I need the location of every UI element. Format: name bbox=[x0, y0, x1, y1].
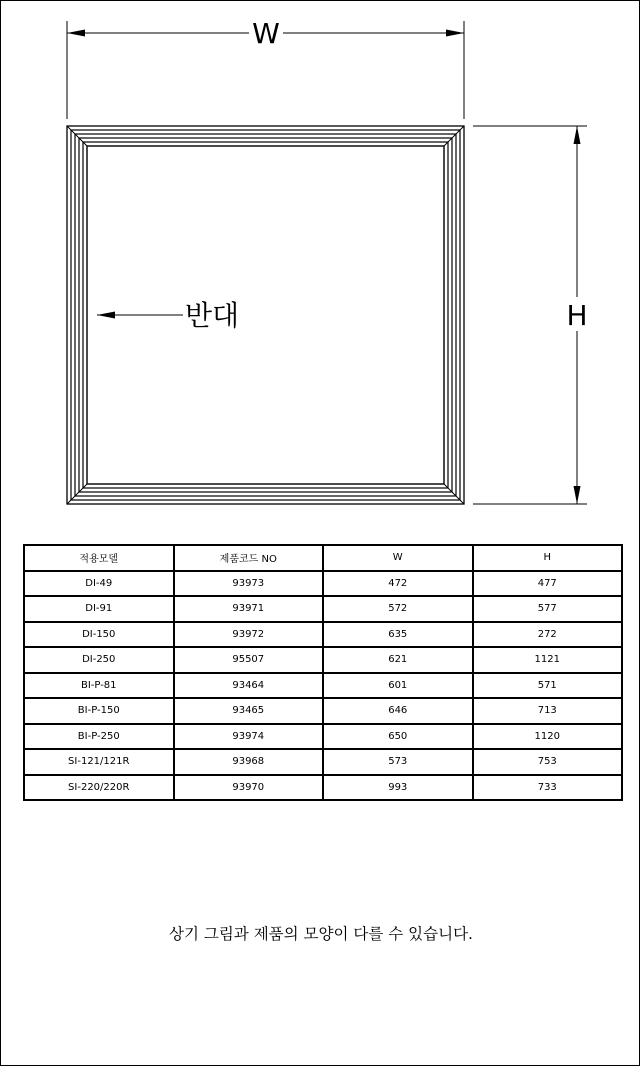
cell-height: 577 bbox=[473, 596, 623, 622]
table-row bbox=[24, 749, 622, 775]
cell-height: 1120 bbox=[473, 724, 623, 750]
cell-model: DI-49 bbox=[24, 571, 174, 597]
opposite-arrow-icon bbox=[97, 312, 115, 319]
cell-height: 477 bbox=[473, 571, 623, 597]
w-arrow-right-icon bbox=[446, 30, 464, 37]
frame-corner-tr bbox=[444, 126, 464, 146]
cell-code: 93974 bbox=[174, 724, 324, 750]
cell-code: 93970 bbox=[174, 775, 324, 801]
cell-model: BI-P-150 bbox=[24, 698, 174, 724]
header-model: 적용모델 bbox=[24, 545, 174, 571]
table-row bbox=[24, 775, 622, 801]
table-row bbox=[24, 622, 622, 648]
w-arrow-left-icon bbox=[67, 30, 85, 37]
cell-width: 573 bbox=[323, 749, 473, 775]
cell-height: 753 bbox=[473, 749, 623, 775]
cell-code: 95507 bbox=[174, 647, 324, 673]
cell-code: 93464 bbox=[174, 673, 324, 699]
cell-width: 635 bbox=[323, 622, 473, 648]
table-row bbox=[24, 571, 622, 597]
cell-model: BI-P-250 bbox=[24, 724, 174, 750]
cell-code: 93972 bbox=[174, 622, 324, 648]
h-dimension-label: H bbox=[566, 299, 588, 332]
opposite-label: 반대 bbox=[185, 299, 240, 332]
cell-height: 272 bbox=[473, 622, 623, 648]
cell-model: BI-P-81 bbox=[24, 673, 174, 699]
cell-height: 713 bbox=[473, 698, 623, 724]
cell-model: DI-150 bbox=[24, 622, 174, 648]
header-width: W bbox=[323, 545, 473, 571]
cell-code: 93968 bbox=[174, 749, 324, 775]
h-arrow-up-icon bbox=[574, 126, 581, 144]
table-row bbox=[24, 724, 622, 750]
cell-code: 93971 bbox=[174, 596, 324, 622]
disclaimer-note: 상기 그림과 제품의 모양이 다를 수 있습니다. bbox=[168, 925, 473, 943]
cell-height: 1121 bbox=[473, 647, 623, 673]
cell-model: SI-121/121R bbox=[24, 749, 174, 775]
header-height: H bbox=[473, 545, 623, 571]
frame-corner-bl bbox=[67, 484, 87, 504]
h-arrow-down-icon bbox=[574, 486, 581, 504]
table-row bbox=[24, 647, 622, 673]
cell-height: 571 bbox=[473, 673, 623, 699]
cell-width: 601 bbox=[323, 673, 473, 699]
table-row bbox=[24, 673, 622, 699]
w-dimension-label: W bbox=[252, 17, 280, 50]
table-header-row bbox=[24, 545, 622, 571]
cell-width: 646 bbox=[323, 698, 473, 724]
cell-height: 733 bbox=[473, 775, 623, 801]
cell-model: DI-91 bbox=[24, 596, 174, 622]
table-row bbox=[24, 596, 622, 622]
header-product-code: 제품코드 NO bbox=[174, 545, 324, 571]
cell-model: SI-220/220R bbox=[24, 775, 174, 801]
cell-model: DI-250 bbox=[24, 647, 174, 673]
cell-width: 572 bbox=[323, 596, 473, 622]
cell-width: 472 bbox=[323, 571, 473, 597]
table-row bbox=[24, 698, 622, 724]
frame-corner-br bbox=[444, 484, 464, 504]
frame-corner-tl bbox=[67, 126, 87, 146]
cell-width: 650 bbox=[323, 724, 473, 750]
cell-code: 93973 bbox=[174, 571, 324, 597]
spec-table bbox=[23, 544, 623, 801]
frame-drawing bbox=[1, 1, 640, 521]
cell-width: 621 bbox=[323, 647, 473, 673]
cell-code: 93465 bbox=[174, 698, 324, 724]
cell-width: 993 bbox=[323, 775, 473, 801]
